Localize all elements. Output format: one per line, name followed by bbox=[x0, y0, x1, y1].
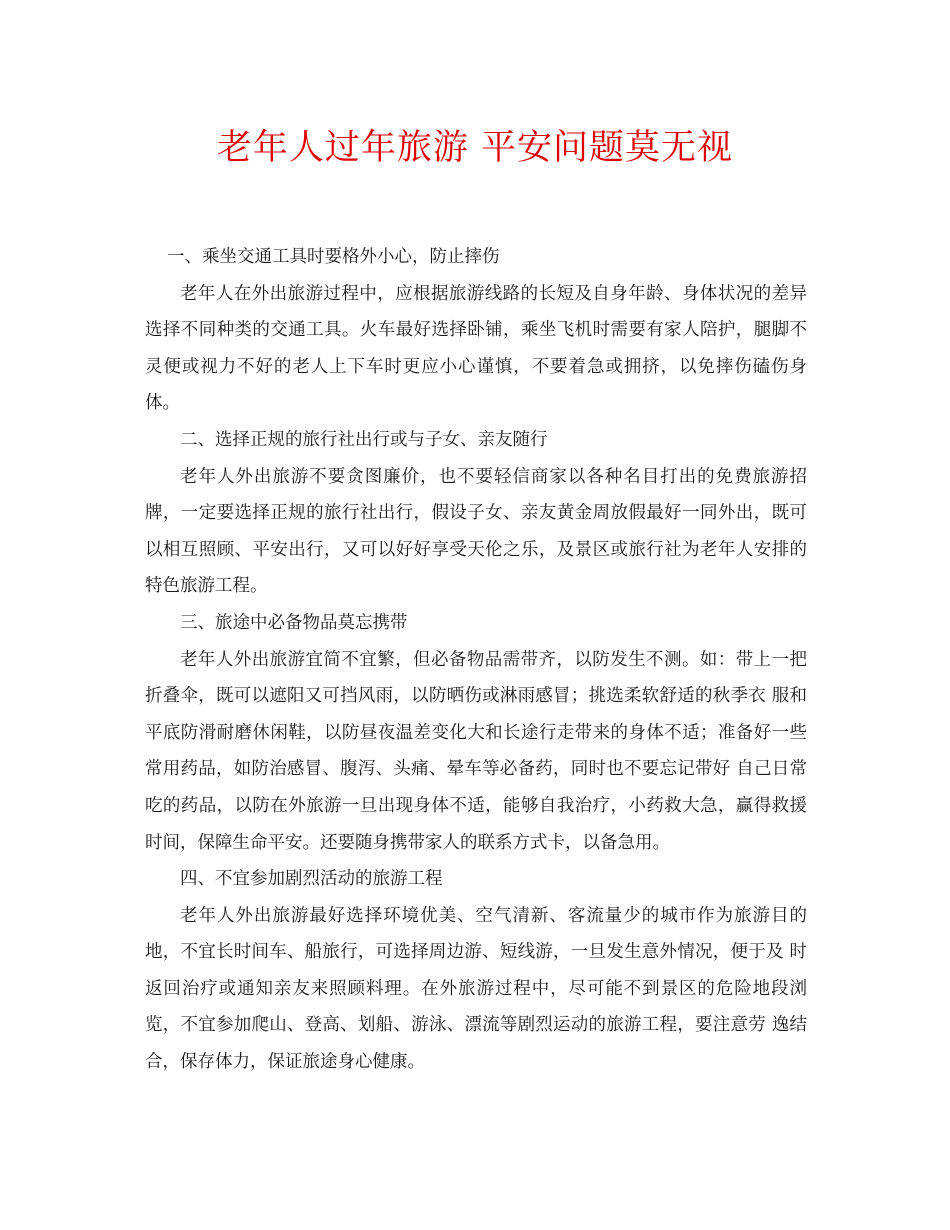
section-paragraph-1: 老年人在外出旅游过程中，应根据旅游线路的长短及自身年龄、身体状况的差异选择不同种类的交通工具。火车最好选择卧铺，乘坐飞机时需要有家人陪护，腿脚不灵便或视力不好的老人上下车时更应小心谨慎，不要着急或拥挤，以免摔伤磕伤身体。 bbox=[145, 283, 807, 414]
section-heading-4: 四、不宜参加剧烈活动的旅游工程 bbox=[180, 869, 443, 890]
document-title: 老年人过年旅游 平安问题莫无视 bbox=[216, 128, 734, 168]
document-body bbox=[145, 239, 807, 1081]
section-paragraph-4: 老年人外出旅游最好选择环境优美、空气清新、客流量少的城市作为旅游目的地，不宜长时间车、船旅行，可选择周边游、短线游，一旦发生意外情况，便于及 时返回治疗或通知亲友来照顾料理。在外旅游过程中，尽可能不到景区的危险地段浏览，不宜参加爬山、登高、划船、游泳、漂流等剧烈运动的旅游工程，要注意劳 逸结合，保存体力，保证旅途身心健康。 bbox=[145, 905, 807, 1073]
section-paragraph-2: 老年人外出旅游不要贪图廉价，也不要轻信商家以各种名目打出的免费旅游招牌，一定要选择正规的旅行社出行，假设子女、亲友黄金周放假最好一同外出，既可以相互照顾、平安出行，又可以好好享受天伦之乐，及景区或旅行社为老年人安排的特色旅游工程。 bbox=[145, 466, 807, 597]
section-heading-1: 一、乘坐交通工具时要格外小心，防止摔伤 bbox=[167, 247, 500, 267]
section-heading-3: 三、旅途中必备物品莫忘携带 bbox=[180, 612, 408, 633]
section-heading-2: 二、选择正规的旅行社出行或与子女、亲友随行 bbox=[180, 429, 548, 450]
section-paragraph-3: 老年人外出旅游宜简不宜繁，但必备物品需带齐，以防发生不测。如：带上一把折叠伞，既可以遮阳又可挡风雨，以防晒伤或淋雨感冒；挑选柔软舒适的秋季衣 服和平底防滑耐磨休闲鞋，以防昼夜温差变化大和长途行走带来的身体不适；准备好一些常用药品，如防治感冒、腹泻、头痛、晕车等必备药，同时也不要忘记带好 自己日常吃的药品，以防在外旅游一旦出现身体不适，能够自我治疗，小药救大急，赢得救援时间，保障生命平安。还要随身携带家人的联系方式卡，以备急用。 bbox=[145, 649, 807, 853]
